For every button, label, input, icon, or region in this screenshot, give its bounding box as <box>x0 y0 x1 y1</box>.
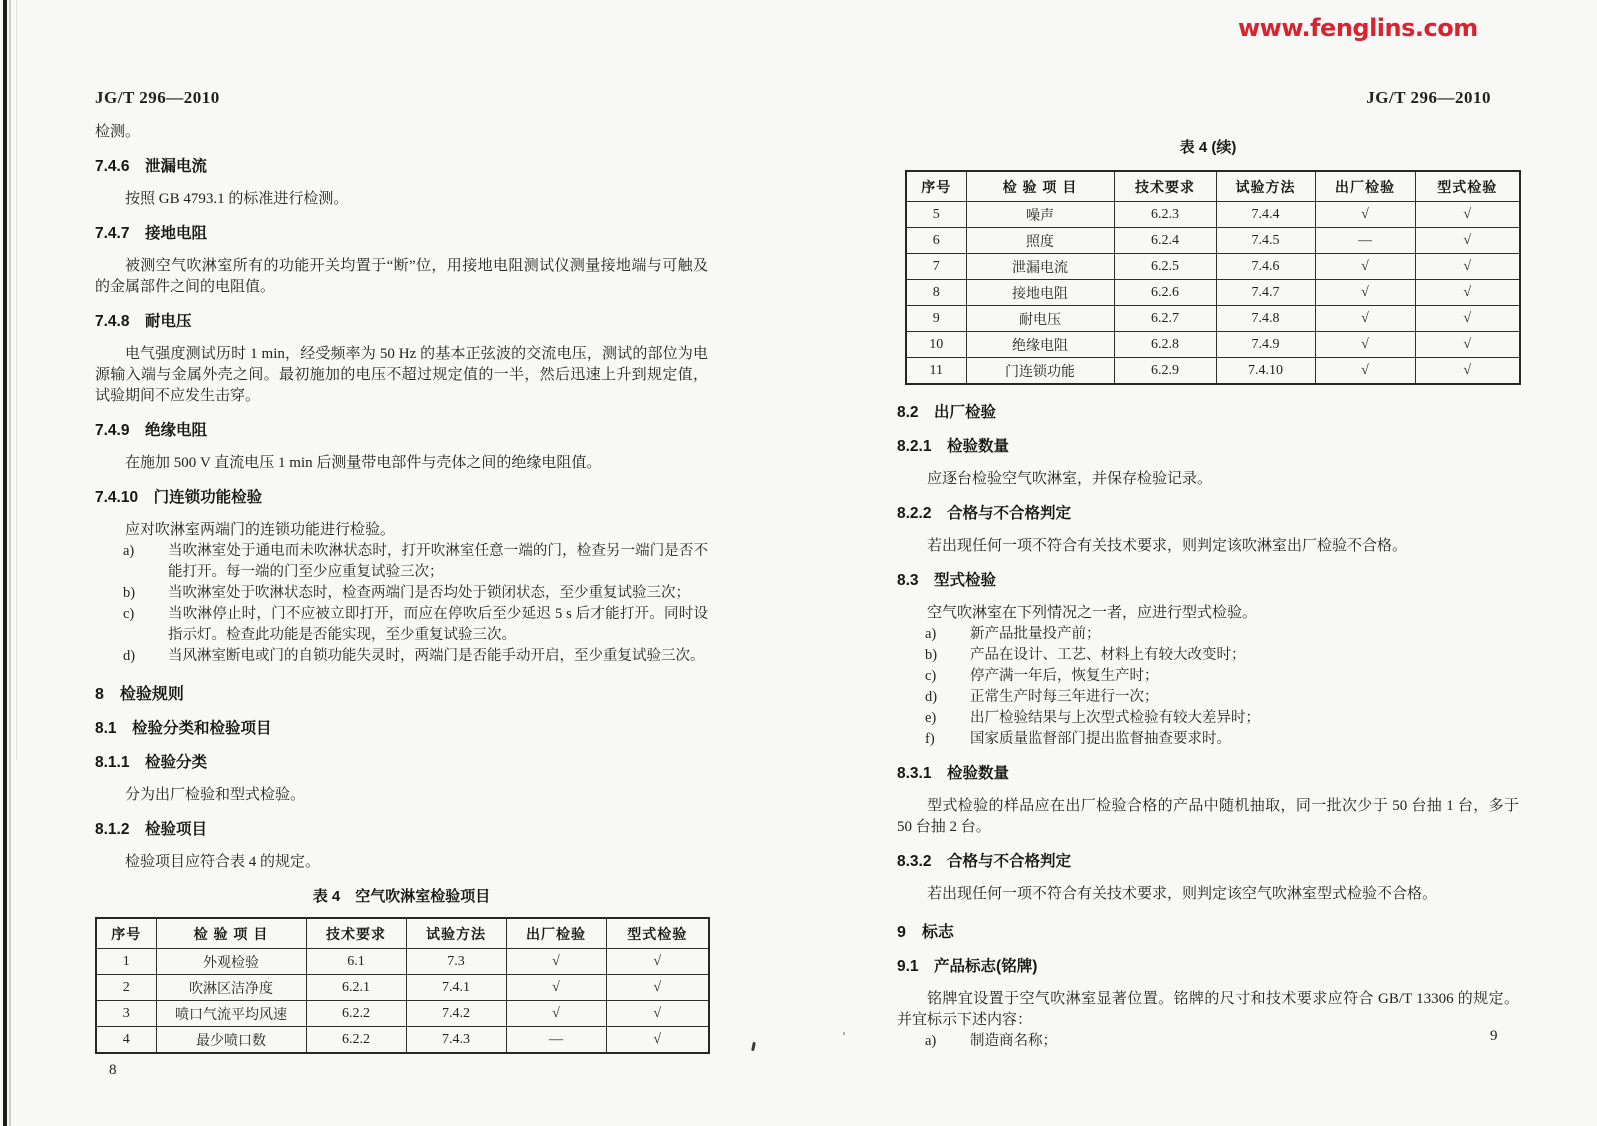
section-paragraph: 应对吹淋室两端门的连锁功能进行检验。 <box>125 522 396 538</box>
table-row <box>906 202 1520 228</box>
cell-seq: 3 <box>96 1001 156 1027</box>
table-row <box>96 975 709 1001</box>
list-item-c <box>897 666 1519 687</box>
cell-factory-check: √ <box>1315 306 1415 332</box>
col-header-item: 检 验 项 目 <box>966 171 1114 202</box>
cell-item: 喷口气流平均风速 <box>156 1001 306 1027</box>
section-heading-8-2: 8.2 出厂检验 <box>897 404 997 421</box>
col-header-type: 型式检验 <box>606 918 709 949</box>
cell-tech: 6.2.9 <box>1114 358 1216 385</box>
list-marker: a) <box>925 626 937 642</box>
cell-type-check: √ <box>1415 280 1520 306</box>
cell-type-check: √ <box>1415 254 1520 280</box>
cell-type-check: √ <box>1415 332 1520 358</box>
carryover-text: 检测。 <box>95 124 141 140</box>
section-paragraph: 检验项目应符合表 4 的规定。 <box>125 854 321 870</box>
cell-type-check: √ <box>606 949 709 975</box>
section-paragraph: 按照 GB 4793.1 的标准进行检测。 <box>125 191 349 207</box>
list-marker: d) <box>925 689 938 705</box>
list-item-b <box>897 645 1519 666</box>
table-row <box>906 280 1520 306</box>
table-header-row <box>906 171 1520 202</box>
cell-tech: 6.2.6 <box>1114 280 1216 306</box>
cell-tech: 6.2.3 <box>1114 202 1216 228</box>
list-item-text: 制造商名称； <box>970 1033 1057 1049</box>
section-paragraph: 型式检验的样品应在出厂检验合格的产品中随机抽取，同一批次少于 50 台抽 1 台，多于 50 台抽 2 台。 <box>897 798 1519 835</box>
table-4-inspection-items <box>95 917 710 1054</box>
cell-tech: 6.2.2 <box>306 1027 406 1054</box>
list-marker: d) <box>123 648 136 664</box>
col-header-item: 检 验 项 目 <box>156 918 306 949</box>
section-heading-8-2-1: 8.2.1 检验数量 <box>897 438 1009 455</box>
section-paragraph: 铭牌宜设置于空气吹淋室显著位置。铭牌的尺寸和技术要求应符合 GB/T 13306 的规定。并宜标示下述内容： <box>897 991 1519 1028</box>
list-item-text: 国家质量监督部门提出监督抽查要求时。 <box>970 731 1231 747</box>
section-heading-7-4-10: 7.4.10 门连锁功能检验 <box>95 489 263 506</box>
section-paragraph: 被测空气吹淋室所有的功能开关均置于“断”位，用接地电阻测试仪测量接地端与可触及的金属部件之间的电阻值。 <box>95 258 708 295</box>
cell-method: 7.4.5 <box>1216 228 1315 254</box>
cell-item: 最少喷口数 <box>156 1027 306 1054</box>
standard-number-header: JG/T 296—2010 <box>95 88 220 107</box>
cell-type-check: √ <box>1415 358 1520 385</box>
cell-seq: 4 <box>96 1027 156 1054</box>
col-header-method: 试验方法 <box>1216 171 1315 202</box>
cell-method: 7.4.8 <box>1216 306 1315 332</box>
cell-type-check: √ <box>1415 228 1520 254</box>
list-marker: a) <box>123 543 135 559</box>
table-row <box>906 358 1520 385</box>
cell-seq: 2 <box>96 975 156 1001</box>
cell-item: 绝缘电阻 <box>966 332 1114 358</box>
cell-method: 7.4.2 <box>406 1001 506 1027</box>
scan-streak <box>9 0 11 1126</box>
chapter-heading-9: 9 标志 <box>897 924 954 941</box>
cell-factory-check: √ <box>1315 280 1415 306</box>
list-marker: c) <box>123 606 135 622</box>
section-paragraph: 若出现任何一项不符合有关技术要求，则判定该空气吹淋室型式检验不合格。 <box>927 886 1438 902</box>
list-item-text: 停产满一年后，恢复生产时； <box>970 668 1159 684</box>
cell-tech: 6.2.7 <box>1114 306 1216 332</box>
cell-factory-check: — <box>506 1027 606 1054</box>
table-4-continued-title: 表 4 (续) <box>1179 139 1237 156</box>
list-item-e <box>897 708 1519 729</box>
cell-seq: 11 <box>906 358 966 385</box>
cell-item: 照度 <box>966 228 1114 254</box>
section-heading-7-4-9: 7.4.9 绝缘电阻 <box>95 422 207 439</box>
section-paragraph: 在施加 500 V 直流电压 1 min 后测量带电部件与壳体之间的绝缘电阻值。 <box>125 455 602 471</box>
col-header-method: 试验方法 <box>406 918 506 949</box>
watermark-url: www.fenglins.com <box>1238 14 1478 42</box>
cell-seq: 8 <box>906 280 966 306</box>
page-left <box>95 88 708 1079</box>
section-heading-7-4-7: 7.4.7 接地电阻 <box>95 225 207 242</box>
table-4-continued <box>905 170 1521 385</box>
standard-number-header: JG/T 296—2010 <box>1366 88 1491 107</box>
list-item-f <box>897 729 1519 750</box>
cell-tech: 6.2.4 <box>1114 228 1216 254</box>
list-marker: a) <box>925 1033 937 1049</box>
section-heading-8-1: 8.1 检验分类和检验项目 <box>95 720 272 737</box>
cell-method: 7.4.6 <box>1216 254 1315 280</box>
list-marker: e) <box>925 710 937 726</box>
list-item-text: 当吹淋停止时，门不应被立即打开，而应在停吹后至少延迟 5 s 后才能打开。同时设指示灯。检查此功能是否能实现，至少重复试验三次。 <box>168 606 708 643</box>
section-paragraph: 分为出厂检验和型式检验。 <box>125 787 306 803</box>
cell-factory-check: √ <box>1315 358 1415 385</box>
cell-factory-check: √ <box>506 1001 606 1027</box>
table-row <box>906 254 1520 280</box>
col-header-factory: 出厂检验 <box>1315 171 1415 202</box>
list-item-d <box>897 687 1519 708</box>
cell-method: 7.4.3 <box>406 1027 506 1054</box>
cell-item: 泄漏电流 <box>966 254 1114 280</box>
cell-factory-check: √ <box>1315 202 1415 228</box>
section-paragraph: 电气强度测试历时 1 min，经受频率为 50 Hz 的基本正弦波的交流电压，测试的部位为电源输入端与金属外壳之间。最初施加的电压不超过规定值的一半，然后迅速上升到规定值，试验期间不应发生击穿。 <box>95 346 708 404</box>
table-row <box>96 949 709 975</box>
list-item-c <box>95 604 708 646</box>
col-header-seq: 序号 <box>96 918 156 949</box>
list-item-a <box>95 541 708 583</box>
cell-type-check: √ <box>606 975 709 1001</box>
list-item-a <box>897 1031 1519 1052</box>
col-header-seq: 序号 <box>906 171 966 202</box>
list-marker: b) <box>925 647 938 663</box>
list-item-text: 当吹淋室处于通电而未吹淋状态时，打开吹淋室任意一端的门，检查另一端门是否不能打开。每一端的门至少应重复试验三次； <box>168 543 708 580</box>
list-item-text: 新产品批量投产前； <box>970 626 1101 642</box>
page-number-right: 9 <box>1490 1028 1498 1044</box>
cell-method: 7.4.7 <box>1216 280 1315 306</box>
section-heading-9-1: 9.1 产品标志(铭牌) <box>897 958 1038 975</box>
page-number-left: 8 <box>109 1062 117 1078</box>
cell-item: 噪声 <box>966 202 1114 228</box>
col-header-type: 型式检验 <box>1415 171 1520 202</box>
cell-tech: 6.2.1 <box>306 975 406 1001</box>
cell-item: 外观检验 <box>156 949 306 975</box>
cell-seq: 6 <box>906 228 966 254</box>
col-header-factory: 出厂检验 <box>506 918 606 949</box>
cell-factory-check: √ <box>506 949 606 975</box>
cell-item: 接地电阻 <box>966 280 1114 306</box>
cell-tech: 6.1 <box>306 949 406 975</box>
cell-item: 吹淋区洁净度 <box>156 975 306 1001</box>
cell-method: 7.4.10 <box>1216 358 1315 385</box>
table-row <box>906 332 1520 358</box>
cell-item: 耐电压 <box>966 306 1114 332</box>
cell-type-check: √ <box>1415 306 1520 332</box>
cell-seq: 9 <box>906 306 966 332</box>
table-row <box>906 228 1520 254</box>
cell-tech: 6.2.2 <box>306 1001 406 1027</box>
scan-streak-light <box>16 0 17 760</box>
cell-method: 7.3 <box>406 949 506 975</box>
table-row <box>96 1001 709 1027</box>
section-paragraph: 应逐台检验空气吹淋室，并保存检验记录。 <box>927 471 1213 487</box>
section-heading-7-4-6: 7.4.6 泄漏电流 <box>95 158 207 175</box>
cell-type-check: √ <box>606 1027 709 1054</box>
list-marker: b) <box>123 585 136 601</box>
list-item-a <box>897 624 1519 645</box>
page-right <box>897 88 1519 1052</box>
table-header-row <box>96 918 709 949</box>
cell-seq: 5 <box>906 202 966 228</box>
scan-speck <box>843 1032 845 1035</box>
table-row <box>906 306 1520 332</box>
list-marker: f) <box>925 731 935 747</box>
list-item-text: 当风淋室断电或门的自锁功能失灵时，两端门是否能手动开启，至少重复试验三次。 <box>168 648 705 664</box>
section-heading-8-1-2: 8.1.2 检验项目 <box>95 821 207 838</box>
cell-method: 7.4.9 <box>1216 332 1315 358</box>
list-marker: c) <box>925 668 937 684</box>
section-paragraph: 空气吹淋室在下列情况之一者，应进行型式检验。 <box>927 605 1258 621</box>
cell-tech: 6.2.8 <box>1114 332 1216 358</box>
list-item-text: 产品在设计、工艺、材料上有较大改变时； <box>970 647 1246 663</box>
chapter-heading-8: 8 检验规则 <box>95 686 184 703</box>
scan-edge-strip <box>3 0 7 1126</box>
table-row <box>96 1027 709 1054</box>
section-paragraph: 若出现任何一项不符合有关技术要求，则判定该吹淋室出厂检验不合格。 <box>927 538 1408 554</box>
cell-tech: 6.2.5 <box>1114 254 1216 280</box>
section-heading-8-3-1: 8.3.1 检验数量 <box>897 765 1009 782</box>
cell-factory-check: √ <box>1315 254 1415 280</box>
cell-item: 门连锁功能 <box>966 358 1114 385</box>
section-heading-8-1-1: 8.1.1 检验分类 <box>95 754 207 771</box>
cell-seq: 10 <box>906 332 966 358</box>
cell-type-check: √ <box>606 1001 709 1027</box>
list-item-text: 当吹淋室处于吹淋状态时，检查两端门是否均处于锁闭状态，至少重复试验三次； <box>168 585 690 601</box>
section-heading-8-3: 8.3 型式检验 <box>897 572 997 589</box>
cell-method: 7.4.1 <box>406 975 506 1001</box>
list-item-b <box>95 583 708 604</box>
list-item-text: 正常生产时每三年进行一次； <box>970 689 1159 705</box>
cell-method: 7.4.4 <box>1216 202 1315 228</box>
cell-factory-check: √ <box>1315 332 1415 358</box>
col-header-tech: 技术要求 <box>1114 171 1216 202</box>
cell-factory-check: √ <box>506 975 606 1001</box>
list-item-text: 出厂检验结果与上次型式检验有较大差异时； <box>970 710 1260 726</box>
cell-type-check: √ <box>1415 202 1520 228</box>
section-heading-8-2-2: 8.2.2 合格与不合格判定 <box>897 505 1071 522</box>
list-item-d <box>95 646 708 667</box>
scan-speck <box>751 1042 756 1051</box>
table-4-title: 表 4 空气吹淋室检验项目 <box>312 888 491 905</box>
col-header-tech: 技术要求 <box>306 918 406 949</box>
cell-factory-check: — <box>1315 228 1415 254</box>
cell-seq: 7 <box>906 254 966 280</box>
section-heading-8-3-2: 8.3.2 合格与不合格判定 <box>897 853 1071 870</box>
cell-seq: 1 <box>96 949 156 975</box>
section-heading-7-4-8: 7.4.8 耐电压 <box>95 313 192 330</box>
